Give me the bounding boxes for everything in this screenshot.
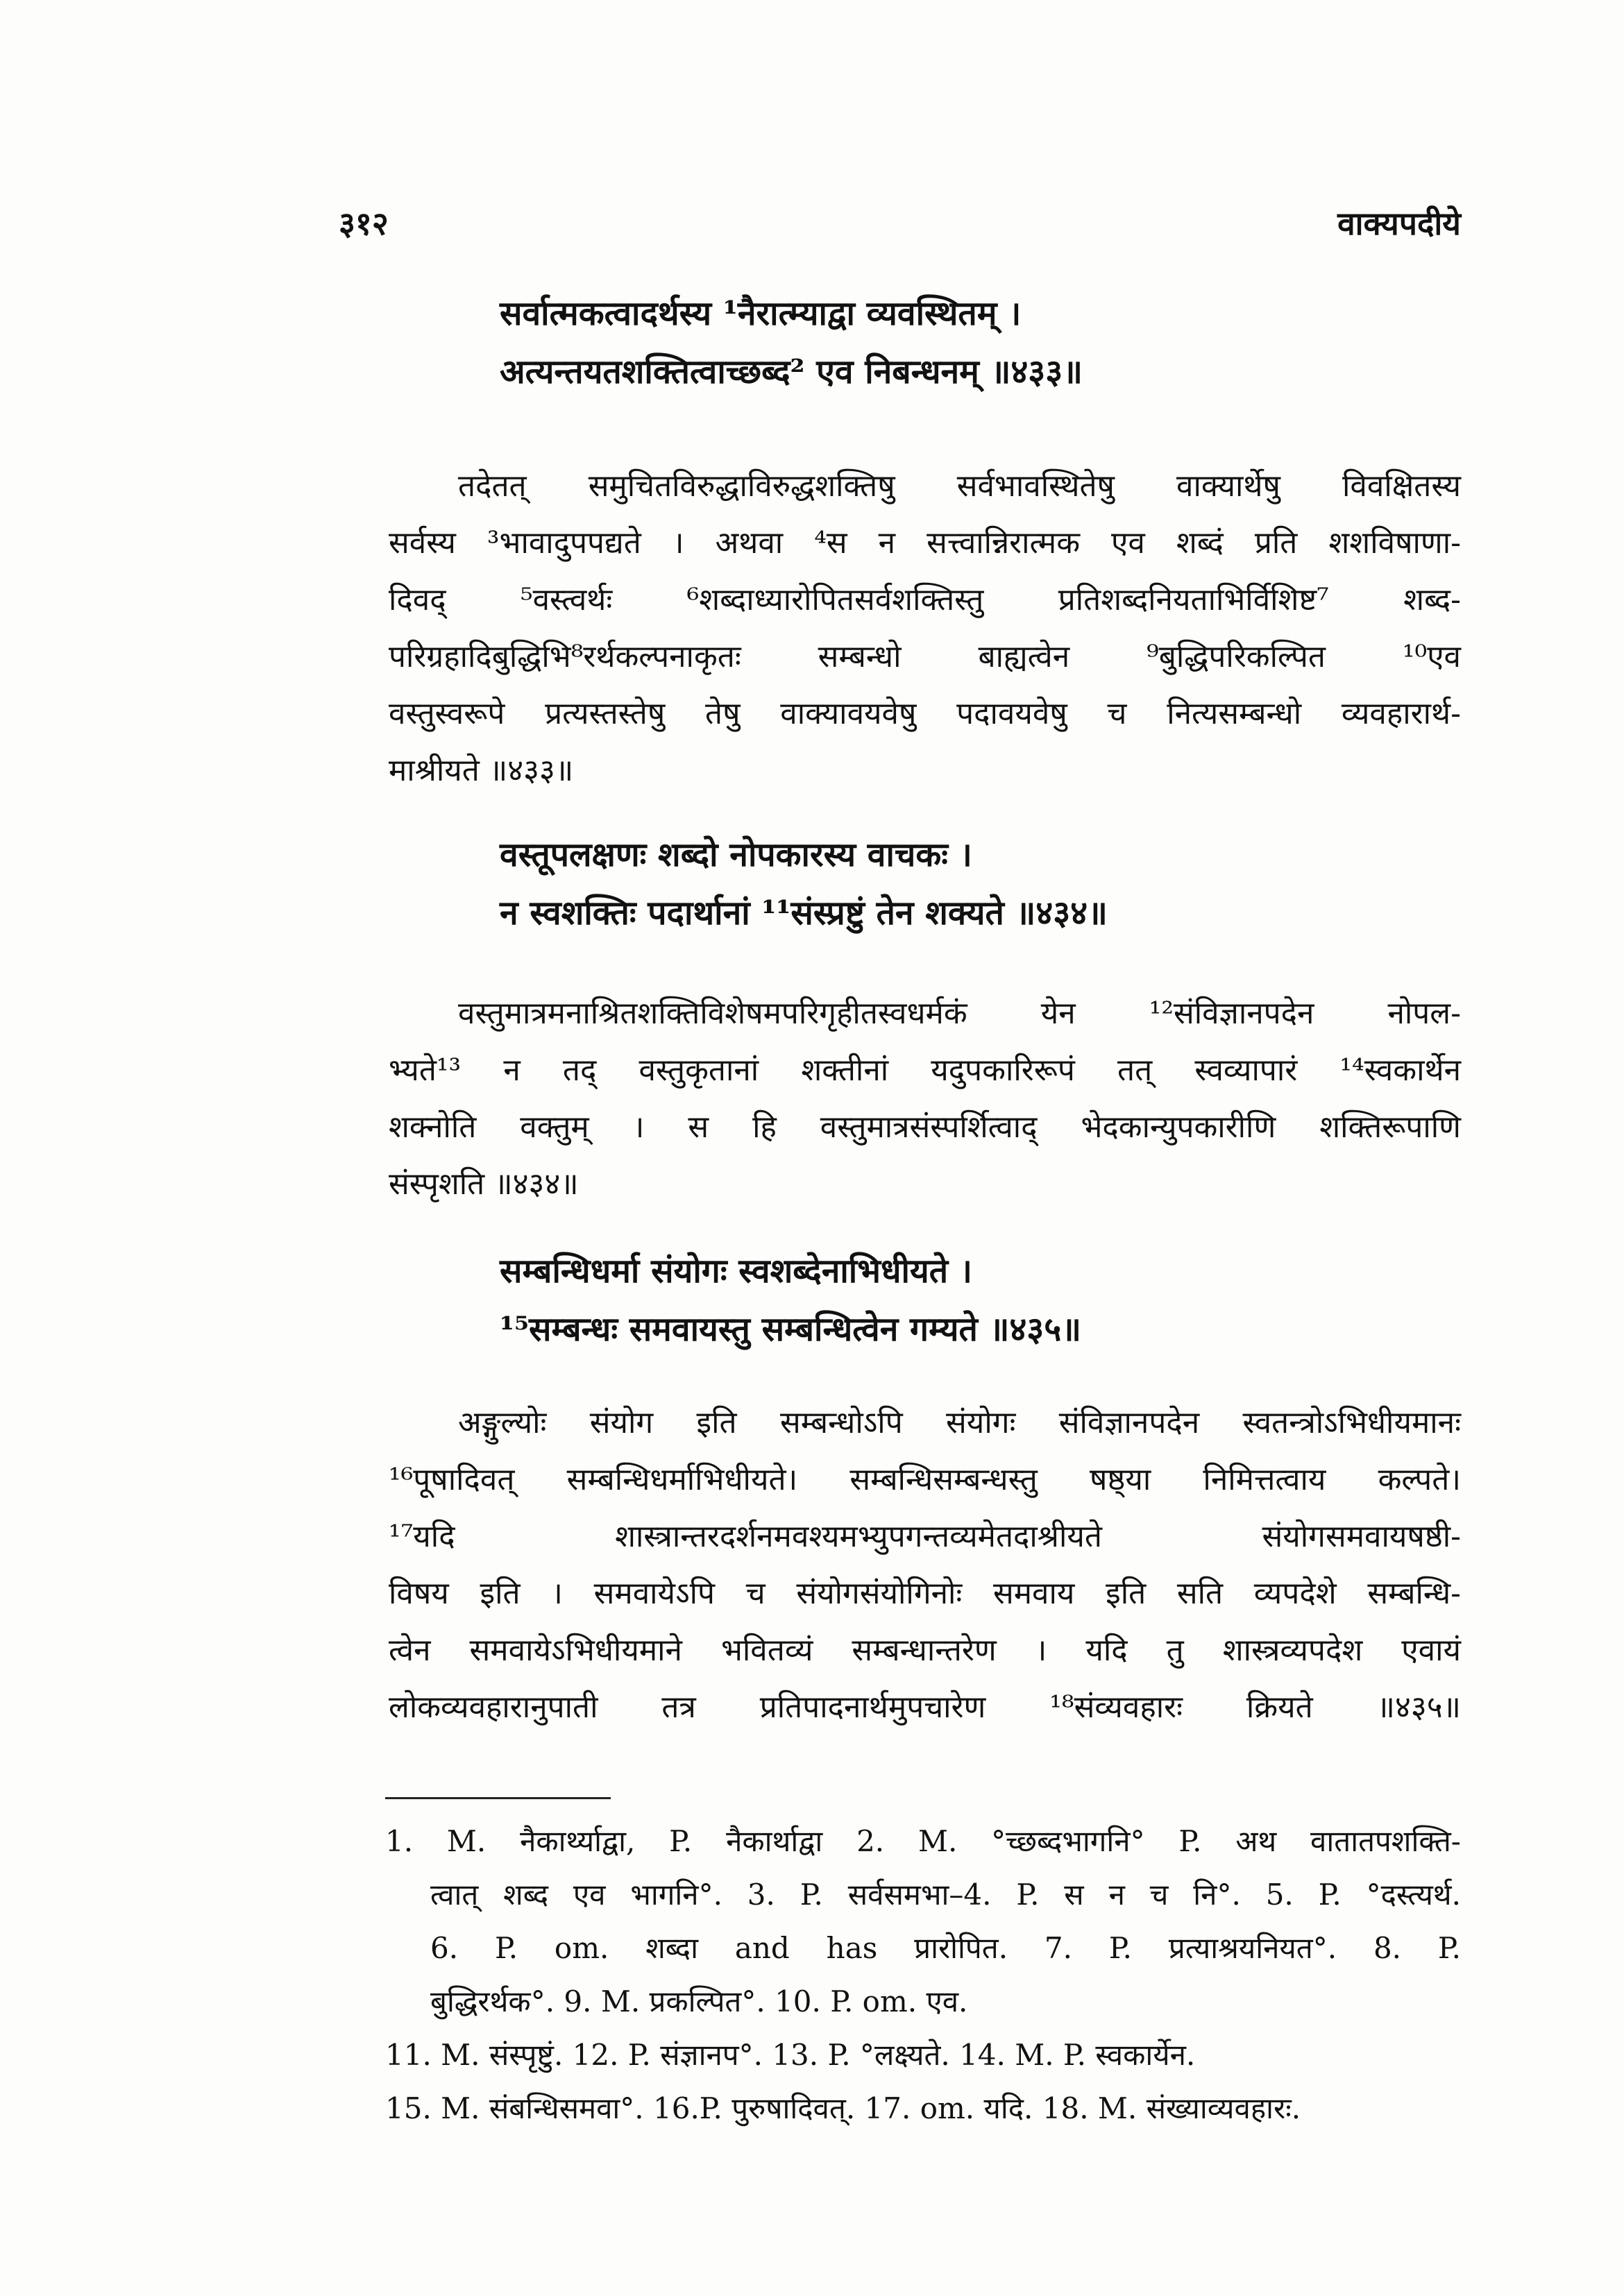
text-line: शक्नोति वक्तुम् । स हि वस्तुमात्रसंस्पर्शित्वाद् भेदकान्युपकारीणि शक्तिरूपाणि xyxy=(389,1109,1461,1145)
footnote-line: त्वात् शब्द एव भागनि°. 3. P. सर्वसमभा–4. P. स न च नि°. 5. P. °दस्त्यर्थ. xyxy=(430,1878,1461,1912)
verse-line: सर्वात्मकत्वादर्थस्य ¹नैरात्म्याद्वा व्यवस्थितम् । xyxy=(500,294,1022,333)
text-line: त्वेन समवायेऽभिधीयमाने भवितव्यं सम्बन्धान्तरेण । यदि तु शास्त्रव्यपदेश एवायं xyxy=(389,1633,1461,1668)
text-line: ¹⁷यदि शास्त्रान्तरदर्शनमवश्यमभ्युपगन्तव्यमेतदाश्रीयते संयोगसमवायषष्ठी- xyxy=(389,1519,1461,1554)
verse-line: वस्तूपलक्षणः शब्दो नोपकारस्य वाचकः । xyxy=(500,835,972,874)
text-line: वस्तुस्वरूपे प्रत्यस्तस्तेषु तेषु वाक्यावयवेषु पदावयवेषु च नित्यसम्बन्धो व्यवहारार्थ- xyxy=(389,696,1461,731)
verse-line: ¹⁵सम्बन्धः समवायस्तु सम्बन्धित्वेन गम्यते ॥४३५॥ xyxy=(500,1310,1081,1349)
verse-line: सम्बन्धिधर्मा संयोगः स्वशब्देनाभिधीयते । xyxy=(500,1252,972,1291)
footnote-separator xyxy=(385,1797,611,1799)
commentary-433 xyxy=(389,458,1461,799)
footnote-line: 6. P. om. शब्दा and has प्रारोपित. 7. P. प्रत्याश्रयनियत°. 8. P. xyxy=(430,1931,1461,1965)
text-line: तदेतत् समुचितविरुद्धाविरुद्धशक्तिषु सर्वभावस्थितेषु वाक्यार्थेषु विवक्षितस्य xyxy=(458,468,1461,504)
footnote-line: बुद्धिरर्थक°. 9. M. प्रकल्पित°. 10. P. om. एव. xyxy=(430,1984,968,2018)
text-line: संस्पृशति ॥४३४॥ xyxy=(389,1166,579,1202)
text-line: परिग्रहादिबुद्धिभि⁸रर्थकल्पनाकृतः सम्बन्धो बाह्यत्वेन ⁹बुद्धिपरिकल्पित ¹⁰एव xyxy=(389,639,1461,674)
text-line: वस्तुमात्रमनाश्रितशक्तिविशेषमपरिगृहीतस्वधर्मकं येन ¹²संविज्ञानपदेन नोपल- xyxy=(458,996,1461,1031)
verse-line: अत्यन्तयतशक्तित्वाच्छब्द² एव निबन्धनम् ॥४३३॥ xyxy=(500,352,1083,391)
footnote-line: 11. M. संस्पृष्टुं. 12. P. संज्ञानप°. 13. P. °लक्ष्यते. 14. M. P. स्वकार्येन. xyxy=(385,2038,1196,2072)
footnote-line: 1. M. नैकार्थ्याद्वा, P. नैकार्थाद्वा 2. M. °च्छब्दभागनि° P. अथ वातातपशक्ति- xyxy=(385,1824,1461,1858)
verse-434 xyxy=(500,826,1108,942)
text-line: माश्रीयते ॥४३३॥ xyxy=(389,753,574,788)
running-title: वाक्यपदीये xyxy=(1337,205,1461,242)
footnote-line: 15. M. संबन्धिसमवा°. 16.P. पुरुषादिवत्. 17. om. यदि. 18. M. संख्याव्यवहारः. xyxy=(385,2091,1301,2125)
text-line: सर्वस्य ³भावादुपपद्यते । अथवा ⁴स न सत्त्वान्निरात्मक एव शब्दं प्रति शशविषाणा- xyxy=(389,525,1461,561)
text-line: विषय इति । समवायेऽपि च संयोगसंयोगिनोः समवाय इति सति व्यपदेशे सम्बन्धि- xyxy=(389,1576,1461,1611)
text-line: भ्यते¹³ न तद् वस्तुकृतानां शक्तीनां यदुपकारिरूपं तत् स्वव्यापारं ¹⁴स्वकार्थेन xyxy=(389,1053,1461,1088)
text-line: लोकव्यवहारानुपाती तत्र प्रतिपादनार्थमुपचारेण ¹⁸संव्यवहारः क्रियते ॥४३५॥ xyxy=(389,1690,1461,1725)
commentary-434 xyxy=(389,985,1461,1213)
verse-435 xyxy=(500,1242,1081,1359)
page-number: ३१२ xyxy=(339,205,389,242)
footnotes xyxy=(385,1814,1461,2135)
verse-433 xyxy=(500,284,1083,401)
verse-line: न स्वशक्तिः पदार्थानां ¹¹संस्प्रष्टुं तेन शक्यते ॥४३४॥ xyxy=(500,894,1108,933)
commentary-435 xyxy=(389,1395,1461,1736)
text-line: अङ्गुल्योः संयोग इति सम्बन्धोऽपि संयोगः संविज्ञानपदेन स्वतन्त्रोऽभिधीयमानः xyxy=(458,1405,1461,1440)
text-line: दिवद् ⁵वस्त्वर्थः ⁶शब्दाध्यारोपितसर्वशक्तिस्तु प्रतिशब्दनियताभिर्विशिष्ट⁷ शब्द- xyxy=(389,582,1461,618)
text-line: ¹⁶पूषादिवत् सम्बन्धिधर्माभिधीयते। सम्बन्धिसम्बन्धस्तु षष्ठ्या निमित्तत्वाय कल्पते। xyxy=(389,1462,1461,1497)
